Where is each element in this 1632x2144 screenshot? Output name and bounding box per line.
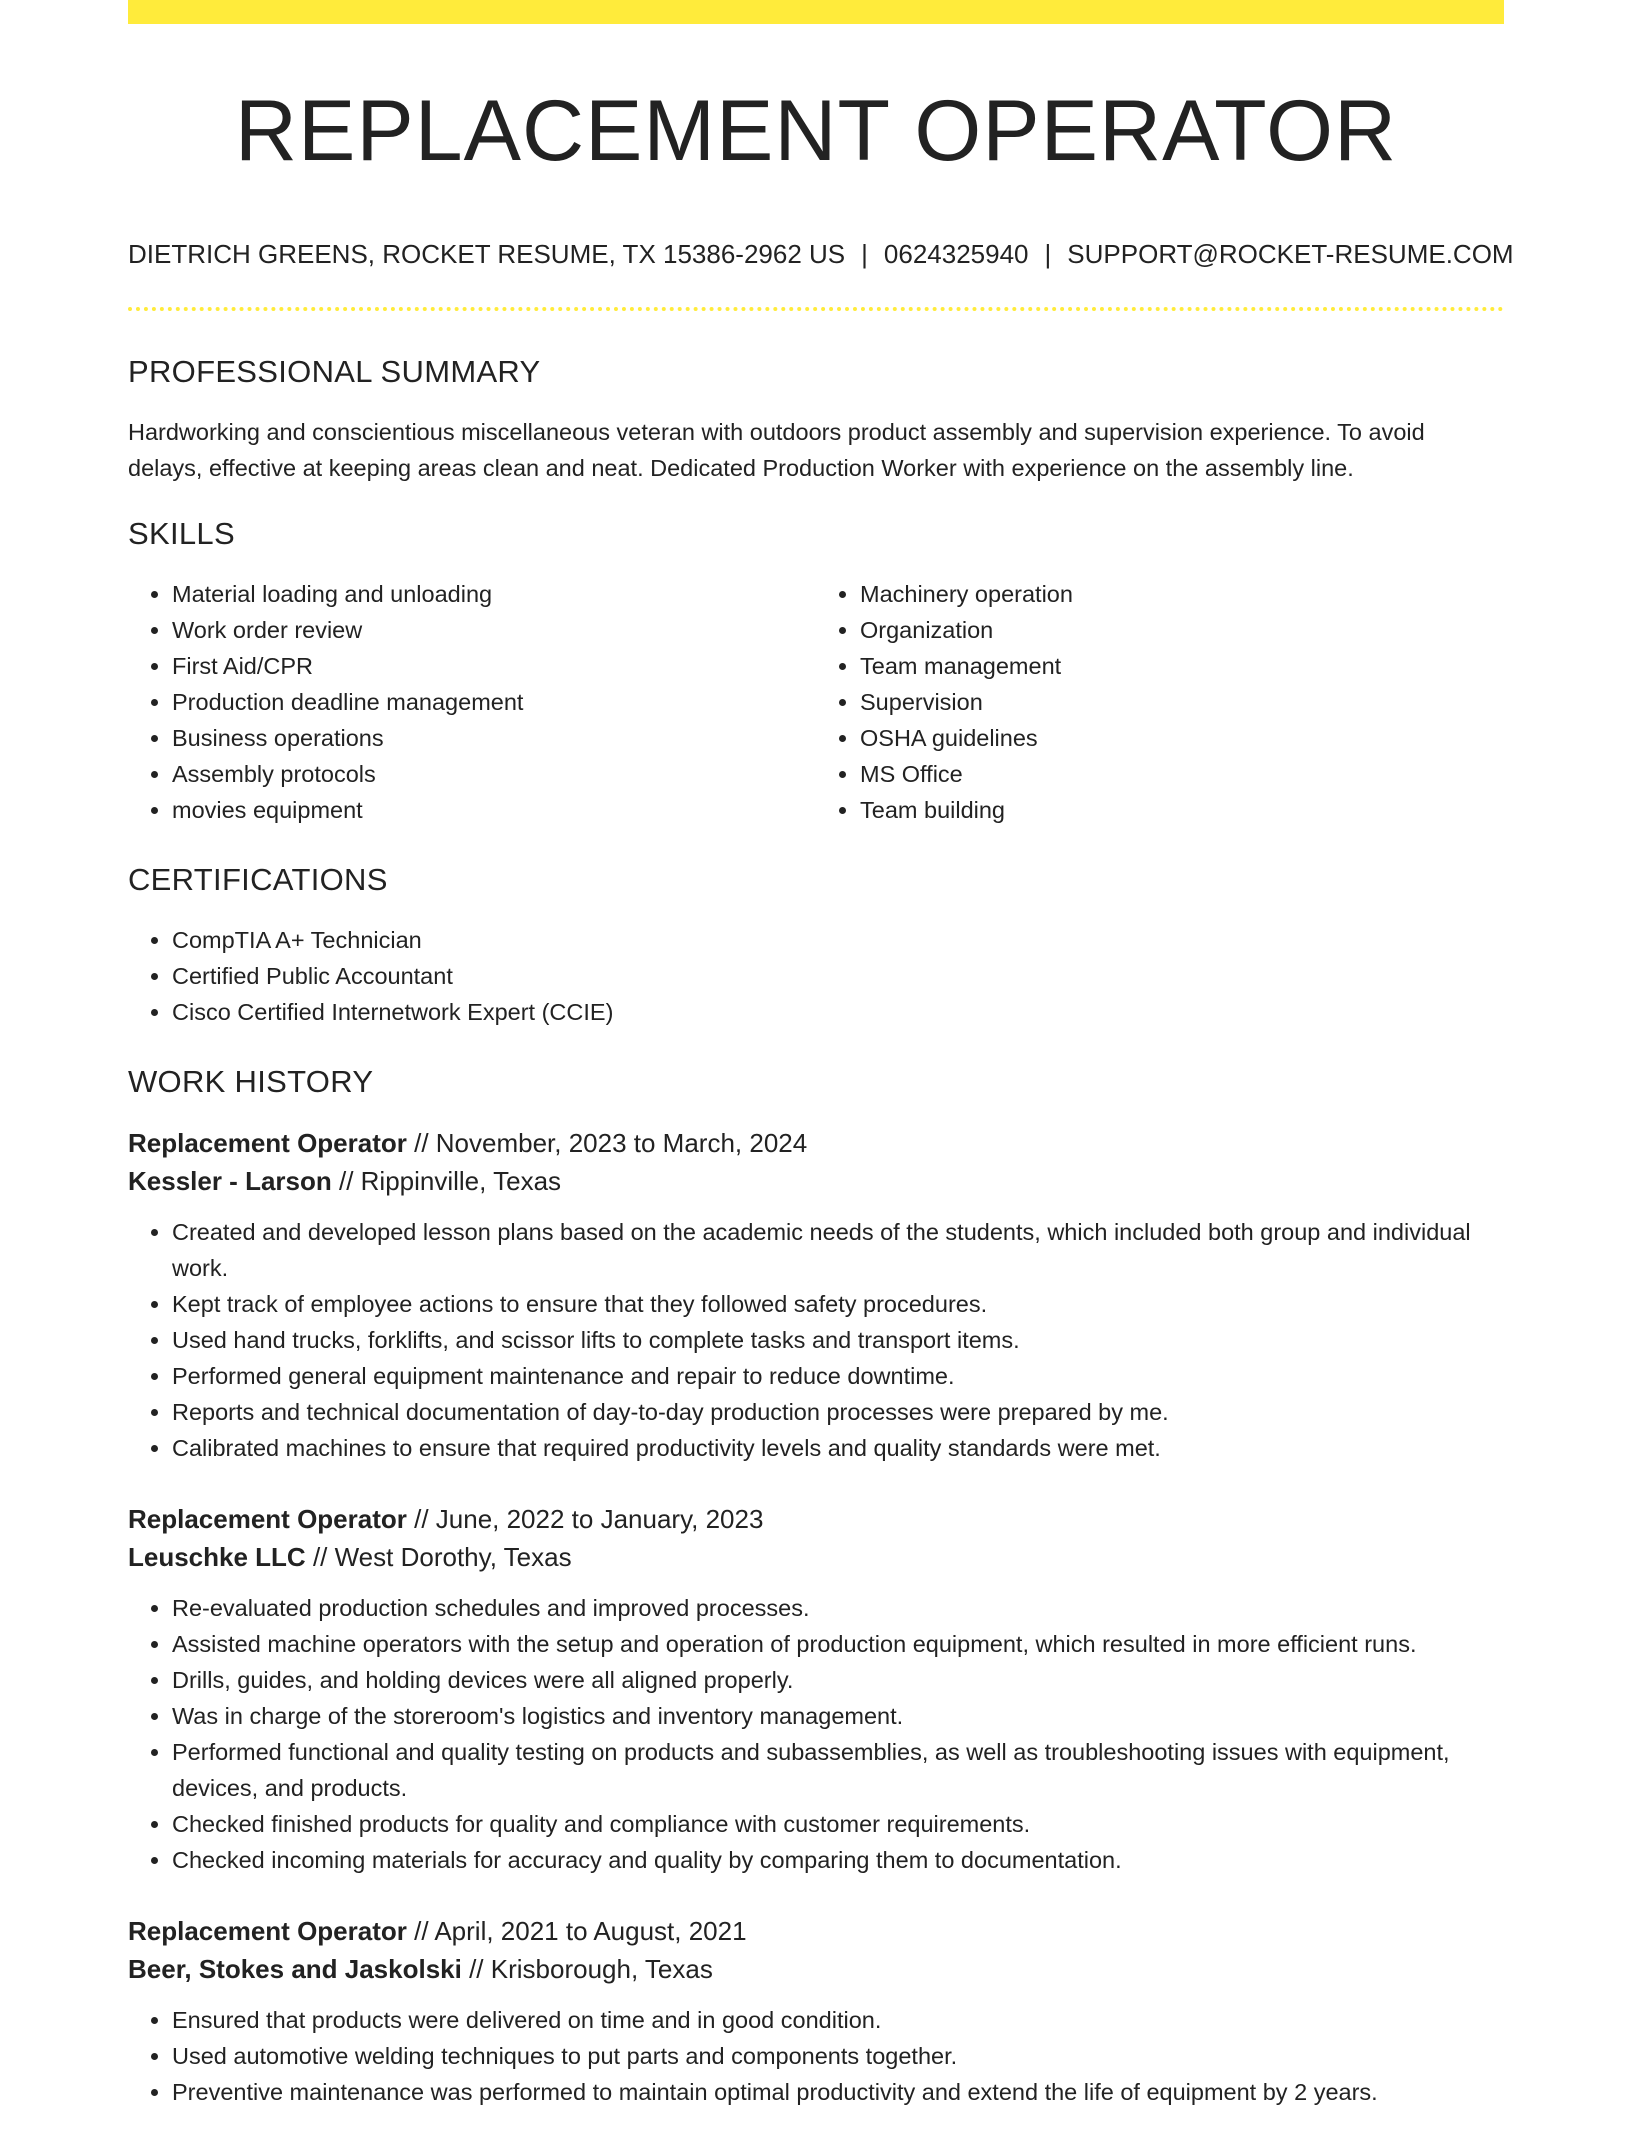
section-heading-certifications: CERTIFICATIONS bbox=[128, 862, 388, 897]
job-bullet: • Calibrated machines to ensure that required productivity levels and quality standards were met. bbox=[172, 1430, 1504, 1466]
work-history-section bbox=[128, 1062, 1504, 2110]
skill-item: • Production deadline management bbox=[172, 684, 816, 720]
certification-item: • Cisco Certified Internetwork Expert (CCIE) bbox=[172, 994, 1504, 1030]
job-title-line bbox=[128, 1124, 1504, 1162]
job-bullet: • Checked incoming materials for accuracy and quality by comparing them to documentation. bbox=[172, 1842, 1504, 1878]
job-title-line bbox=[128, 1500, 1504, 1538]
job-bullet: • Performed general equipment maintenance and repair to reduce downtime. bbox=[172, 1358, 1504, 1394]
skills-columns bbox=[128, 576, 1504, 828]
job-company-line bbox=[128, 1950, 1504, 1988]
job-bullet: • Checked finished products for quality and compliance with customer requirements. bbox=[172, 1806, 1504, 1842]
certifications-section bbox=[128, 860, 1504, 1030]
job-bullet: • Assisted machine operators with the setup and operation of production equipment, which resulted in more efficient runs. bbox=[172, 1626, 1504, 1662]
resume-content bbox=[128, 352, 1504, 2144]
job-title: Replacement Operator bbox=[128, 1504, 407, 1534]
contact-line bbox=[128, 236, 1514, 272]
skill-item: • MS Office bbox=[860, 756, 1504, 792]
summary-section bbox=[128, 352, 1504, 486]
skill-item: • Team building bbox=[860, 792, 1504, 828]
skill-item: • First Aid/CPR bbox=[172, 648, 816, 684]
contact-phone: 0624325940 bbox=[883, 239, 1029, 269]
candidate-name: REPLACEMENT OPERATOR bbox=[234, 83, 1398, 179]
certifications-list bbox=[128, 922, 1504, 1030]
job-company-line bbox=[128, 1538, 1504, 1576]
job-bullet: • Reports and technical documentation of day-to-day production processes were prepared by me. bbox=[172, 1394, 1504, 1430]
skill-item: • OSHA guidelines bbox=[860, 720, 1504, 756]
top-accent-bar bbox=[128, 0, 1504, 24]
job-title: Replacement Operator bbox=[128, 1916, 407, 1946]
section-heading-skills: SKILLS bbox=[128, 516, 235, 551]
job-entry bbox=[128, 1124, 1504, 1466]
job-bullet: • Used hand trucks, forklifts, and scissor lifts to complete tasks and transport items. bbox=[172, 1322, 1504, 1358]
skills-section bbox=[128, 514, 1504, 828]
job-location: // Rippinville, Texas bbox=[331, 1166, 562, 1196]
section-heading-work-history: WORK HISTORY bbox=[128, 1064, 374, 1099]
skills-list-left bbox=[128, 576, 816, 828]
skill-item: • movies equipment bbox=[172, 792, 816, 828]
job-title-line bbox=[128, 1912, 1504, 1950]
certification-item: • Certified Public Accountant bbox=[172, 958, 1504, 994]
contact-separator: | bbox=[1044, 239, 1052, 269]
job-bullets bbox=[128, 1590, 1504, 1878]
skill-item: • Business operations bbox=[172, 720, 816, 756]
job-location: // Krisborough, Texas bbox=[461, 1954, 713, 1984]
job-entry bbox=[128, 1912, 1504, 2110]
skill-item: • Team management bbox=[860, 648, 1504, 684]
job-bullet: • Used automotive welding techniques to put parts and components together. bbox=[172, 2038, 1504, 2074]
skill-item: • Material loading and unloading bbox=[172, 576, 816, 612]
job-bullet: • Was in charge of the storeroom's logistics and inventory management. bbox=[172, 1698, 1504, 1734]
job-bullet: • Created and developed lesson plans based on the academic needs of the students, which included both group and individual work. bbox=[172, 1214, 1504, 1286]
contact-separator: | bbox=[861, 239, 868, 269]
skill-item: • Organization bbox=[860, 612, 1504, 648]
job-dates: // June, 2022 to January, 2023 bbox=[406, 1504, 764, 1534]
job-bullet: • Performed functional and quality testing on products and subassemblies, as well as troubleshooting issues with equipment, devices, and products. bbox=[172, 1734, 1504, 1806]
job-bullet: • Drills, guides, and holding devices were all aligned properly. bbox=[172, 1662, 1504, 1698]
job-bullet: • Kept track of employee actions to ensure that they followed safety procedures. bbox=[172, 1286, 1504, 1322]
summary-text: Hardworking and conscientious miscellaneous veteran with outdoors product assembly and supervision experience. To avoid delays, effective at keeping areas clean and neat. Dedicated Production Worker with experience on the assembly line. bbox=[128, 419, 1425, 481]
job-company: Beer, Stokes and Jaskolski bbox=[128, 1954, 462, 1984]
job-company: Kessler - Larson bbox=[128, 1166, 332, 1196]
job-bullet: • Preventive maintenance was performed to maintain optimal productivity and extend the life of equipment by 2 years. bbox=[172, 2074, 1504, 2110]
job-company-line bbox=[128, 1162, 1504, 1200]
job-title: Replacement Operator bbox=[128, 1128, 407, 1158]
section-heading-summary: PROFESSIONAL SUMMARY bbox=[128, 354, 541, 389]
skills-list-right bbox=[816, 576, 1504, 828]
job-bullet: • Ensured that products were delivered on time and in good condition. bbox=[172, 2002, 1504, 2038]
skill-item: • Supervision bbox=[860, 684, 1504, 720]
skill-item: • Machinery operation bbox=[860, 576, 1504, 612]
job-location: // West Dorothy, Texas bbox=[305, 1542, 572, 1572]
job-company: Leuschke LLC bbox=[128, 1542, 306, 1572]
skill-item: • Assembly protocols bbox=[172, 756, 816, 792]
job-bullets bbox=[128, 1214, 1504, 1466]
skill-item: • Work order review bbox=[172, 612, 816, 648]
job-dates: // November, 2023 to March, 2024 bbox=[406, 1128, 808, 1158]
contact-address: DIETRICH GREENS, ROCKET RESUME, TX 15386-2962 US bbox=[128, 239, 846, 269]
header-divider bbox=[128, 307, 1504, 311]
certification-item: • CompTIA A+ Technician bbox=[172, 922, 1504, 958]
job-bullets bbox=[128, 2002, 1504, 2110]
job-entry bbox=[128, 1500, 1504, 1878]
job-bullet: • Re-evaluated production schedules and improved processes. bbox=[172, 1590, 1504, 1626]
job-dates: // April, 2021 to August, 2021 bbox=[406, 1916, 747, 1946]
contact-email: SUPPORT@ROCKET-RESUME.COM bbox=[1067, 239, 1514, 269]
